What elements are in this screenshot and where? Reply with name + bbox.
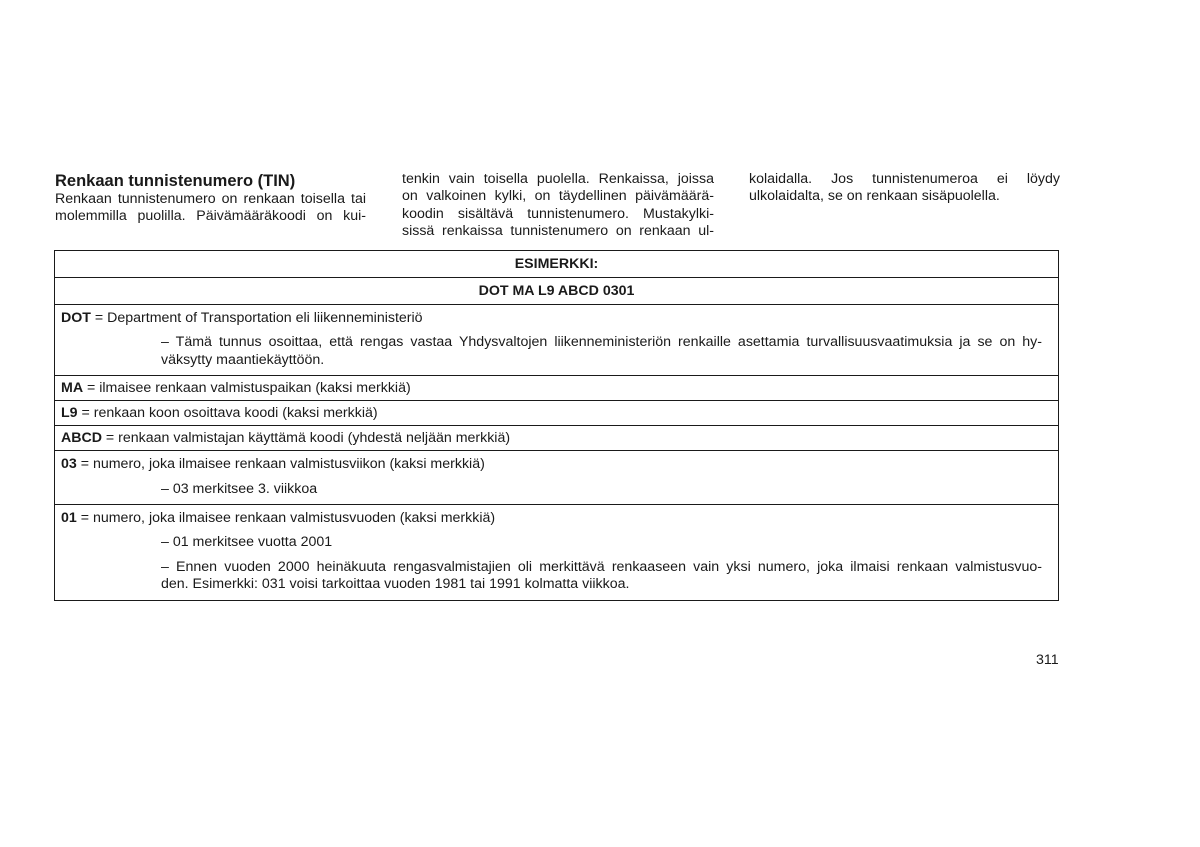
tin-example-table [54, 250, 1059, 601]
entry-main [61, 430, 1052, 447]
entry-term: 03 [61, 456, 77, 473]
entry-note [161, 534, 1042, 551]
table-row-year [55, 505, 1058, 600]
table-row-ma [55, 376, 1058, 401]
entry-description: = ilmaisee renkaan valmistuspaikan (kaksi merkkiä) [83, 380, 411, 397]
entry-term: L9 [61, 405, 78, 422]
entry-description: = renkaan valmistajan käyttämä koodi (yhdestä neljään merkkiä) [101, 430, 511, 447]
note-line: den. Esimerkki: 031 voisi tarkoittaa vuoden 1981 tai 1991 kolmatta viikkoa. [161, 576, 630, 593]
note-line: väksytty maantiekäyttöön. [161, 351, 325, 368]
entry-main [61, 380, 1052, 397]
entry-term: ABCD [61, 430, 102, 447]
entry-term: DOT [61, 310, 91, 326]
text-line: tenkin vain toisella puolella. Renkaissa, joissa [402, 171, 714, 187]
entry-description: = numero, joka ilmaisee renkaan valmistusvuoden (kaksi merkkiä) [76, 510, 496, 527]
text-line: kolaidalla. Jos tunnistenumeroa ei löydy [749, 171, 1060, 187]
note-line: – Tämä tunnus osoittaa, että rengas vastaa Yhdysvaltojen liikenneministeriön renkaille asettamia turvallisuusvaatimuksia ja se on hy- [161, 334, 1042, 351]
intro-column-2 [402, 171, 714, 241]
text-line: molemmilla puolilla. Päivämääräkoodi on kui- [55, 208, 366, 225]
table-header-label: ESIMERKKI: [514, 256, 599, 272]
entry-description: = Department of Transportation eli liikenneministeriö [90, 310, 423, 326]
entry-note [161, 481, 1042, 498]
text-line: ulkolaidalta, se on renkaan sisäpuolella. [749, 188, 1000, 205]
text-line: koodin sisältävä tunnistenumero. Mustakylki- [402, 205, 714, 222]
note-line: – Ennen vuoden 2000 heinäkuuta rengasvalmistajien oli merkittävä renkaaseen vain yksi numero, joka ilmaisi renkaan valmistusvuo- [161, 558, 1042, 575]
intro-column-3 [749, 171, 1060, 206]
entry-main [61, 405, 1052, 422]
note-line: – 03 merkitsee 3. viikkoa [161, 480, 318, 497]
entry-description: = renkaan koon osoittava koodi (kaksi merkkiä) [77, 405, 378, 422]
example-code-row [55, 278, 1058, 305]
intro-column-1 [55, 171, 366, 226]
note-line: – 01 merkitsee vuotta 2001 [161, 534, 333, 551]
entry-main [61, 456, 1052, 473]
text-line: sissä renkaissa tunnistenumero on renkaan ul- [402, 223, 714, 240]
table-row-abcd [55, 426, 1058, 451]
intro-paragraph-part-1 [55, 191, 366, 226]
text-line: on valkoinen kylki, on täydellinen päivämäärä- [402, 188, 714, 205]
section-title: Renkaan tunnistenumero (TIN) [55, 172, 296, 190]
example-code: DOT MA L9 ABCD 0301 [478, 283, 635, 299]
intro-paragraph-part-2 [402, 171, 714, 241]
intro-paragraph-part-3 [749, 171, 1060, 206]
entry-term: MA [61, 380, 84, 397]
table-row-l9 [55, 401, 1058, 426]
table-row-dot [55, 305, 1058, 376]
entry-term: 01 [61, 510, 77, 527]
table-header-row [55, 251, 1058, 278]
entry-main [61, 510, 1052, 527]
text-line: Renkaan tunnistenumero on renkaan toisella tai [55, 191, 366, 207]
table-row-week [55, 451, 1058, 505]
entry-description: = numero, joka ilmaisee renkaan valmistusviikon (kaksi merkkiä) [76, 456, 485, 473]
entry-note [161, 559, 1042, 594]
page-number: 311 [1036, 652, 1059, 668]
entry-main [61, 310, 1052, 327]
entry-note [161, 334, 1042, 369]
